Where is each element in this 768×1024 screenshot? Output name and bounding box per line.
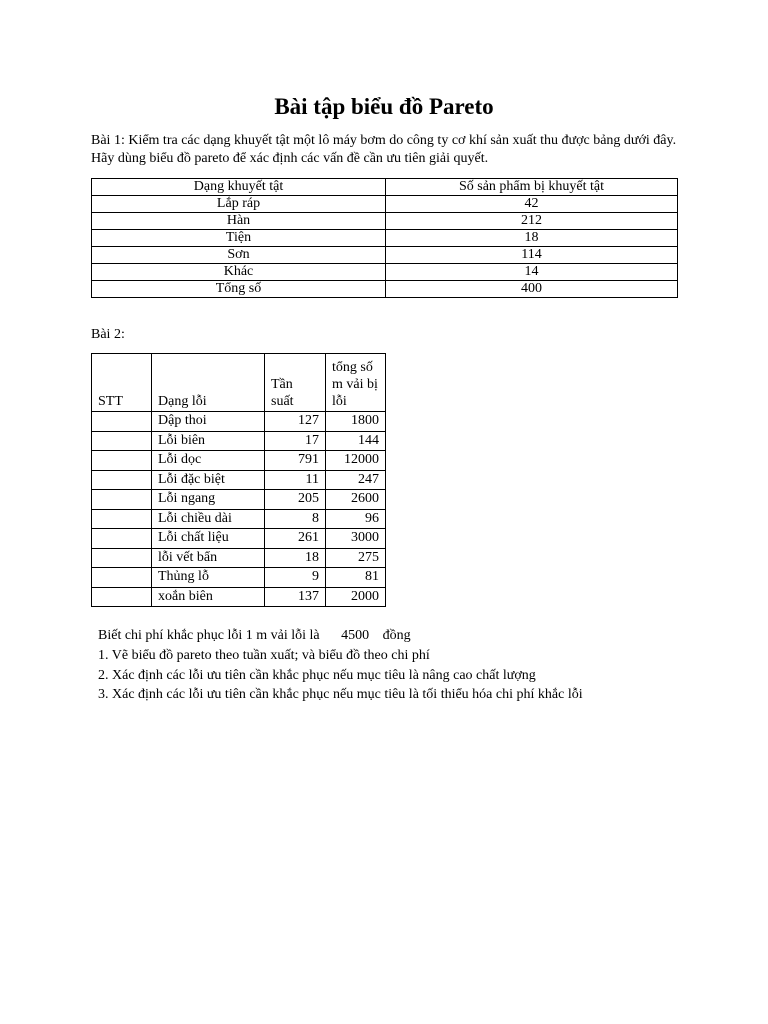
defect-count-cell: 18 (386, 230, 678, 247)
header-tong-so-line1: tổng số (332, 360, 373, 375)
bai1-intro-line1: Bài 1: Kiểm tra các dạng khuyết tật một lô máy bơm do công ty cơ khí sản xuất thu được bảng dưới đây. (91, 133, 677, 148)
table-row (92, 412, 386, 432)
stt-cell (92, 412, 152, 432)
header-stt: STT (92, 354, 152, 412)
header-tong-so-line3: lỗi (332, 394, 347, 409)
table-row (92, 529, 386, 549)
tan-suat-cell: 205 (265, 490, 326, 510)
tong-so-cell: 12000 (326, 451, 386, 471)
defect-count-cell: 42 (386, 196, 678, 213)
table-row (92, 247, 678, 264)
defect-type-cell: Hàn (92, 213, 386, 230)
table-row (92, 264, 678, 281)
dang-loi-cell: Thủng lỗ (152, 568, 265, 588)
header-tan-suat (265, 354, 326, 412)
tong-so-cell: 96 (326, 509, 386, 529)
header-tong-so (326, 354, 386, 412)
table-row (92, 470, 386, 490)
defect-type-cell: Tổng số (92, 281, 386, 298)
table-header-row (92, 354, 386, 412)
dang-loi-cell: Lỗi dọc (152, 451, 265, 471)
stt-cell (92, 529, 152, 549)
cost-text: Biết chi phí khắc phục lỗi 1 m vải lỗi là (98, 628, 320, 643)
tan-suat-cell: 18 (265, 548, 326, 568)
table-row (92, 587, 386, 607)
tong-so-cell: 3000 (326, 529, 386, 549)
tong-so-cell: 1800 (326, 412, 386, 432)
dang-loi-cell: xoắn biên (152, 587, 265, 607)
tong-so-cell: 144 (326, 431, 386, 451)
defect-count-cell: 14 (386, 264, 678, 281)
defect-count-cell: 114 (386, 247, 678, 264)
dang-loi-cell: Lỗi ngang (152, 490, 265, 510)
defect-type-cell: Lắp ráp (92, 196, 386, 213)
stt-cell (92, 548, 152, 568)
defect-type-cell: Khác (92, 264, 386, 281)
tan-suat-cell: 127 (265, 412, 326, 432)
cost-unit: đồng (382, 628, 411, 643)
defect-count-cell: 212 (386, 213, 678, 230)
header-tan-suat-line1: Tần (271, 377, 293, 392)
header-dang-loi: Dạng lỗi (152, 354, 265, 412)
tan-suat-cell: 17 (265, 431, 326, 451)
tong-so-cell: 247 (326, 470, 386, 490)
bai2-label: Bài 2: (91, 327, 125, 342)
stt-cell (92, 509, 152, 529)
stt-cell (92, 470, 152, 490)
tong-so-cell: 2000 (326, 587, 386, 607)
dang-loi-cell: Lỗi biên (152, 431, 265, 451)
table-row (92, 213, 678, 230)
stt-cell (92, 587, 152, 607)
page-title: Bài tập biểu đồ Pareto (274, 94, 494, 119)
tan-suat-cell: 137 (265, 587, 326, 607)
defect-type-cell: Tiện (92, 230, 386, 247)
table-row (92, 490, 386, 510)
header-defect-count: Số sản phẩm bị khuyết tật (386, 179, 678, 196)
tong-so-cell: 2600 (326, 490, 386, 510)
header-tong-so-line2: m vải bị (332, 377, 378, 392)
defect-count-cell: 400 (386, 281, 678, 298)
dang-loi-cell: Lỗi chiều dài (152, 509, 265, 529)
table-row (92, 509, 386, 529)
tan-suat-cell: 791 (265, 451, 326, 471)
tan-suat-cell: 261 (265, 529, 326, 549)
tong-so-cell: 275 (326, 548, 386, 568)
tan-suat-cell: 9 (265, 568, 326, 588)
question-2: 2. Xác định các lỗi ưu tiên cần khắc phục nếu mục tiêu là nâng cao chất lượng (98, 668, 536, 683)
question-3: 3. Xác định các lỗi ưu tiên cần khắc phục nếu mục tiêu là tối thiểu hóa chi phí khắc lỗi (98, 687, 583, 702)
stt-cell (92, 451, 152, 471)
tan-suat-cell: 8 (265, 509, 326, 529)
table-row (92, 568, 386, 588)
bai1-intro-line2: Hãy dùng biểu đồ pareto để xác định các vấn đề cần ưu tiên giải quyết. (91, 151, 489, 166)
header-tan-suat-line2: suất (271, 394, 294, 409)
table-row (92, 548, 386, 568)
table-header-row (92, 179, 678, 196)
stt-cell (92, 490, 152, 510)
defect-table (91, 178, 678, 298)
table-row (92, 451, 386, 471)
cost-value: 4500 (341, 628, 370, 643)
table-row (92, 281, 678, 298)
table-row (92, 230, 678, 247)
tan-suat-cell: 11 (265, 470, 326, 490)
stt-cell (92, 431, 152, 451)
defect-type-cell: Sơn (92, 247, 386, 264)
dang-loi-cell: Dập thoi (152, 412, 265, 432)
dang-loi-cell: lỗi vết bẩn (152, 548, 265, 568)
table-row (92, 431, 386, 451)
dang-loi-cell: Lỗi chất liệu (152, 529, 265, 549)
cost-note (98, 628, 411, 644)
tong-so-cell: 81 (326, 568, 386, 588)
header-defect-type: Dạng khuyết tật (92, 179, 386, 196)
table-row (92, 196, 678, 213)
stt-cell (92, 568, 152, 588)
dang-loi-cell: Lỗi đặc biệt (152, 470, 265, 490)
fabric-defect-table (91, 353, 386, 607)
question-1: 1. Vẽ biểu đồ pareto theo tuần xuất; và biểu đồ theo chi phí (98, 648, 430, 663)
